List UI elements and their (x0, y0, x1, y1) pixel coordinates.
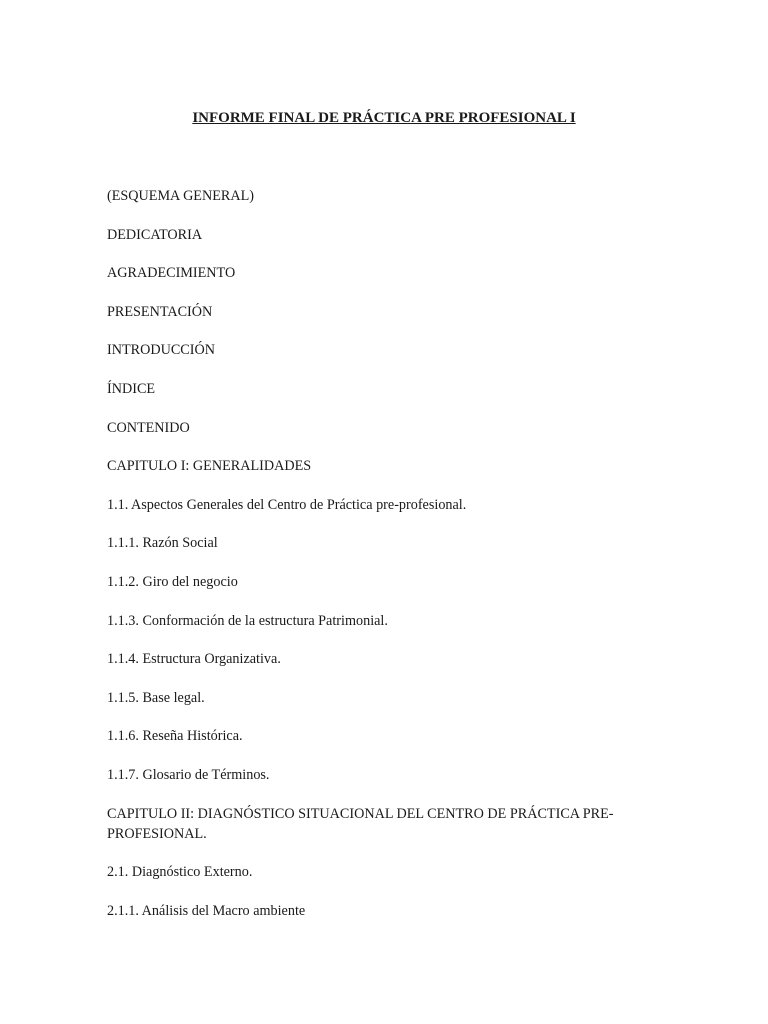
outline-item-capitulo-2: CAPITULO II: DIAGNÓSTICO SITUACIONAL DEL CENTRO DE PRÁCTICA PRE-PROFESIONAL. (107, 805, 614, 842)
outline-item-1-1-1: 1.1.1. Razón Social (107, 535, 218, 552)
outline-item-1-1-3: 1.1.3. Conformación de la estructura Patrimonial. (107, 612, 388, 629)
outline-item-2-1-1: 2.1.1. Análisis del Macro ambiente (107, 902, 306, 919)
outline-item-1-1-2: 1.1.2. Giro del negocio (107, 573, 238, 590)
outline-item-contenido: CONTENIDO (107, 419, 190, 436)
outline-item-esquema-general: (ESQUEMA GENERAL) (107, 188, 254, 204)
outline-item-introduccion: INTRODUCCIÓN (107, 342, 215, 359)
outline-item-capitulo-1: CAPITULO I: GENERALIDADES (107, 458, 312, 475)
outline-list (107, 186, 667, 939)
outline-item-1-1-7: 1.1.7. Glosario de Términos. (107, 766, 270, 783)
outline-item-1-1-4: 1.1.4. Estructura Organizativa. (107, 651, 281, 668)
document-title: INFORME FINAL DE PRÁCTICA PRE PROFESIONAL I (192, 110, 576, 126)
outline-item-1-1-6: 1.1.6. Reseña Histórica. (107, 728, 243, 745)
outline-item-dedicatoria: DEDICATORIA (107, 226, 203, 243)
outline-item-agradecimiento: AGRADECIMIENTO (107, 265, 236, 282)
outline-item-2-1: 2.1. Diagnóstico Externo. (107, 864, 253, 881)
outline-item-1-1-5: 1.1.5. Base legal. (107, 689, 205, 706)
outline-item-presentacion: PRESENTACIÓN (107, 303, 213, 320)
outline-item-indice: ÍNDICE (107, 380, 156, 397)
outline-item-1-1: 1.1. Aspectos Generales del Centro de Práctica pre-profesional. (107, 496, 467, 513)
